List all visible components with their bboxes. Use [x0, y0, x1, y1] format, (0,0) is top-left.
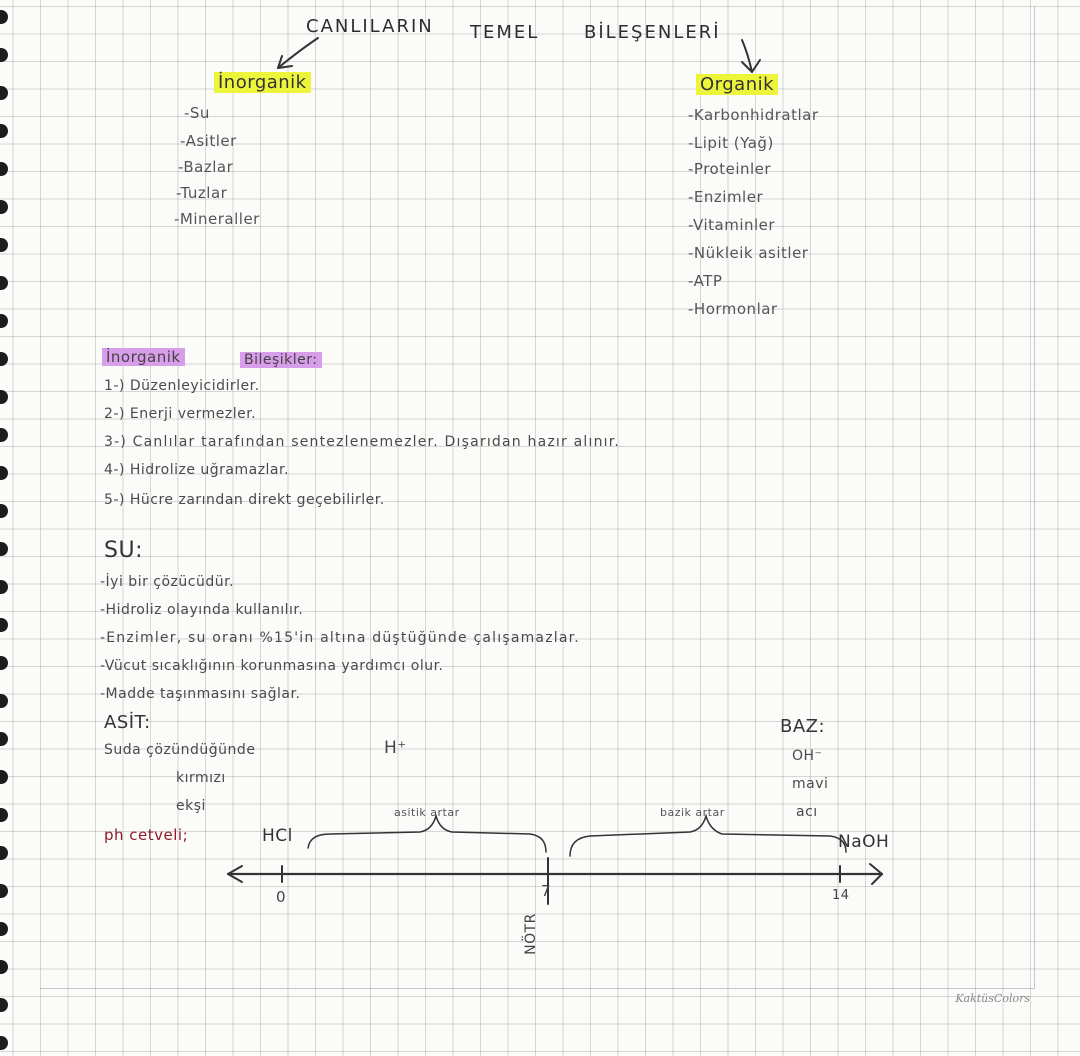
organic-item: -Proteinler	[688, 160, 772, 178]
base-line-2: mavi	[792, 776, 829, 792]
ph-acid-range-label: asitik artar	[394, 806, 460, 819]
water-point: -Hidroliz olayında kullanılır.	[100, 602, 304, 618]
ph-neutral-label: NÖTR	[522, 913, 539, 955]
base-brace	[570, 816, 846, 856]
base-heading: BAZ:	[780, 716, 826, 737]
organic-item: -Nükleik asitler	[688, 244, 809, 262]
ph-base-range-label: bazik artar	[660, 806, 725, 819]
ph-scale-label: ph cetveli;	[104, 826, 189, 844]
water-point: -Madde taşınmasını sağlar.	[100, 686, 301, 702]
inorganic-heading: İnorganik	[214, 72, 311, 93]
acid-ion: H⁺	[384, 738, 407, 758]
ph-acid-example: HCl	[262, 826, 293, 846]
compounds-heading-word-1: İnorganik	[102, 348, 185, 366]
arrow-to-inorganic	[278, 38, 318, 68]
water-point: -İyi bir çözücüdür.	[100, 574, 235, 590]
inorganic-item: -Tuzlar	[176, 184, 228, 202]
compounds-point: 5-) Hücre zarından direkt geçebilirler.	[104, 492, 385, 508]
title-word-2: TEMEL	[470, 22, 540, 43]
organic-item: -Enzimler	[688, 188, 764, 206]
compounds-point: 1-) Düzenleyicidirler.	[104, 378, 260, 394]
compounds-point: 2-) Enerji vermezler.	[104, 406, 257, 422]
organic-item: -Hormonlar	[688, 300, 778, 318]
ph-base-example: NaOH	[838, 832, 890, 852]
base-line-3: acı	[796, 804, 818, 820]
inorganic-item: -Su	[184, 104, 210, 122]
water-point: -Enzimler, su oranı %15'in altına düştüğünde çalışamazlar.	[100, 630, 580, 646]
compounds-point: 4-) Hidrolize uğramazlar.	[104, 462, 289, 478]
acid-brace	[308, 816, 546, 852]
inorganic-item: -Asitler	[180, 132, 237, 150]
water-point: -Vücut sıcaklığının korunmasına yardımcı olur.	[100, 658, 444, 674]
title-word-3: BİLEŞENLERİ	[584, 22, 721, 43]
inorganic-item: -Bazlar	[178, 158, 234, 176]
ph-tick-label-0: 0	[276, 888, 287, 906]
ph-tick-label-14: 14	[832, 888, 850, 903]
organic-item: -ATP	[688, 272, 723, 290]
acid-line-2: kırmızı	[176, 770, 226, 786]
compounds-heading-word-2: Bileşikler:	[240, 352, 322, 368]
organic-item: -Karbonhidratlar	[688, 106, 819, 124]
organic-item: -Vitaminler	[688, 216, 776, 234]
base-ion: OH⁻	[792, 748, 823, 764]
inorganic-item: -Mineraller	[174, 210, 260, 228]
acid-heading: ASİT:	[104, 712, 151, 733]
ph-tick-label-7: 7	[541, 882, 552, 900]
title-word-1: CANLILARIN	[306, 16, 434, 37]
water-heading: SU:	[104, 538, 143, 563]
watermark: KaktüsColors	[955, 992, 1030, 1005]
organic-heading: Organik	[696, 74, 778, 95]
acid-line-3: ekşi	[176, 798, 206, 814]
organic-item: -Lipit (Yağ)	[688, 134, 774, 152]
compounds-point: 3-) Canlılar tarafından sentezlenemezler. Dışarıdan hazır alınır.	[104, 434, 621, 450]
acid-line-1: Suda çözündüğünde	[104, 742, 256, 758]
